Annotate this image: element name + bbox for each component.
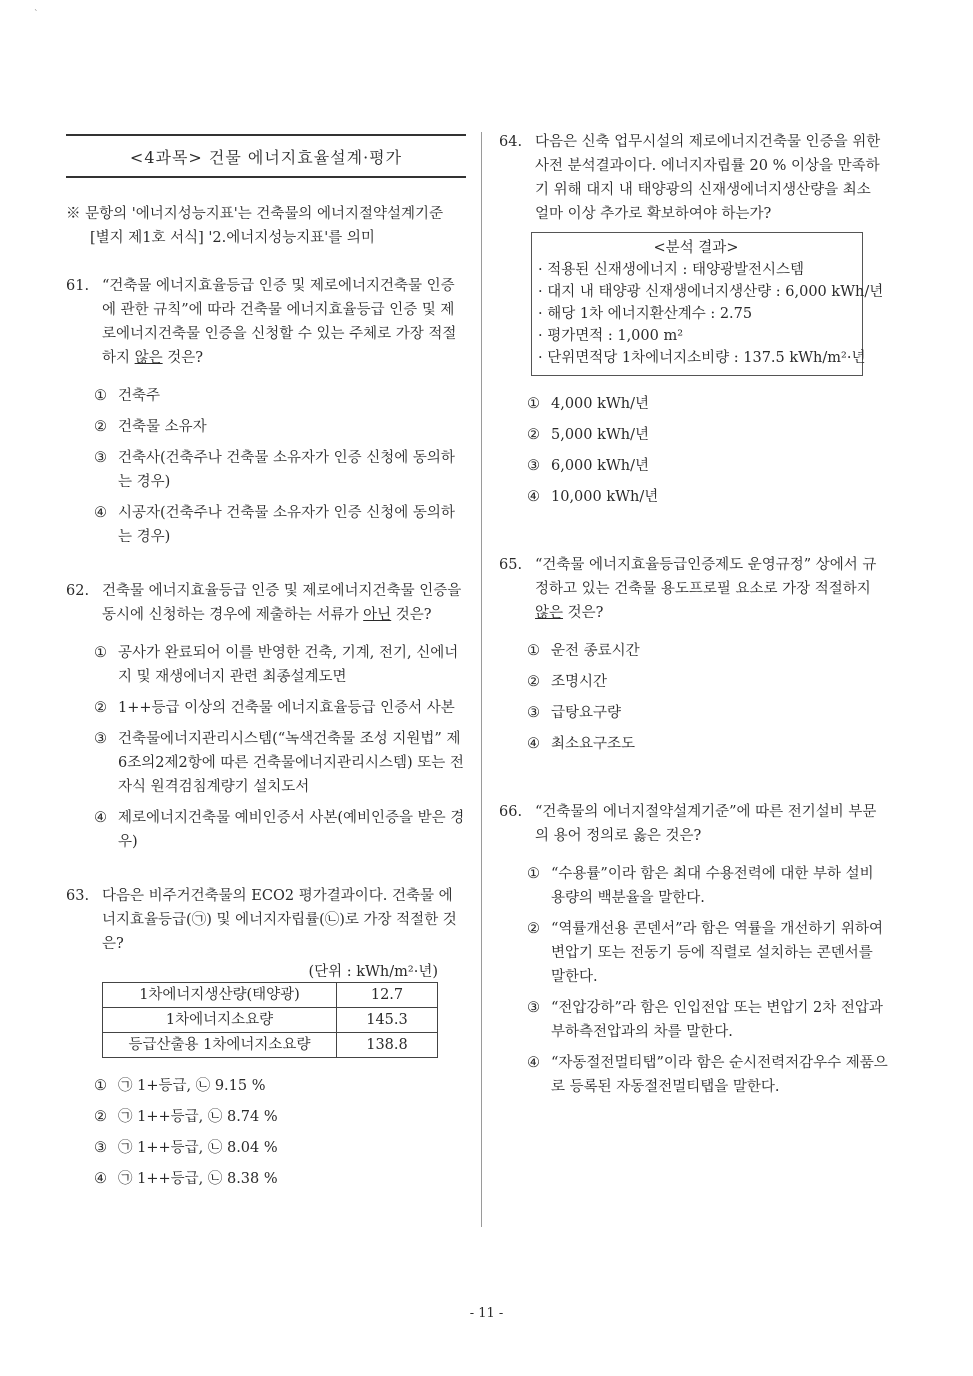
question-62-options — [66, 641, 466, 854]
option-marker: ① — [94, 1078, 107, 1094]
question-66-options — [499, 862, 889, 1099]
option-marker: ② — [94, 700, 107, 716]
question-64-stem — [499, 130, 889, 226]
stem-text: “건축물 에너지효율등급인증제도 운영규정” 상에서 규정하고 있는 건축물 용도프로필 요소로 가장 적절하지 — [535, 557, 877, 597]
right-column — [499, 130, 889, 1129]
option-marker: ② — [94, 419, 107, 435]
option-text: ㉠ 1++등급, ㉡ 8.74 % — [118, 1109, 278, 1125]
option-1[interactable] — [94, 1074, 466, 1098]
option-text: “역률개선용 콘덴서”라 함은 역률을 개선하기 위하여 변압기 또는 전동기 등에 직렬로 설치하는 콘덴서를 말한다. — [551, 921, 884, 985]
analysis-result-box — [531, 232, 884, 376]
table-cell-value: 138.8 — [337, 1033, 438, 1058]
option-marker: ③ — [527, 1000, 540, 1016]
stem-text: “건축물 에너지효율등급 인증 및 제로에너지건축물 인증에 관한 규칙”에 따라 건축물 에너지효율등급 인증 및 제로에너지건축물 인증을 신청할 수 있는 주체로 가장 적절하지 — [102, 278, 457, 366]
option-marker: ① — [94, 388, 107, 404]
option-text: 공사가 완료되어 이를 반영한 건축, 기계, 전기, 신에너지 및 재생에너지 관련 최종설계도면 — [118, 645, 459, 685]
option-4[interactable] — [94, 501, 466, 549]
stem-text-end: 것은? — [162, 350, 204, 366]
table-row — [103, 1033, 438, 1058]
option-marker: ① — [94, 645, 107, 661]
option-2[interactable] — [94, 696, 466, 720]
option-marker: ② — [94, 1109, 107, 1125]
question-62-stem — [66, 579, 466, 627]
left-column — [66, 130, 466, 1221]
option-4[interactable] — [527, 732, 889, 756]
question-number: 64. — [499, 134, 523, 150]
option-marker: ① — [527, 866, 540, 882]
question-61-options — [66, 384, 466, 549]
option-4[interactable] — [94, 806, 466, 854]
table-row — [103, 983, 438, 1008]
option-text: 급탕요구량 — [551, 705, 622, 721]
option-1[interactable] — [94, 641, 466, 689]
option-marker: ④ — [527, 489, 540, 505]
option-3[interactable] — [527, 454, 889, 478]
stem-underlined: 않은 — [134, 350, 163, 366]
option-marker: ④ — [527, 1055, 540, 1071]
option-marker: ② — [527, 921, 540, 937]
option-text: 1++등급 이상의 건축물 에너지효율등급 인증서 사본 — [118, 700, 455, 716]
option-marker: ② — [527, 674, 540, 690]
stem-underlined: 아닌 — [363, 607, 392, 623]
option-3[interactable] — [94, 1136, 466, 1160]
option-2[interactable] — [94, 1105, 466, 1129]
option-marker: ① — [527, 396, 540, 412]
option-4[interactable] — [94, 1167, 466, 1191]
box-item: · 해당 1차 에너지환산계수 : 2.75 — [538, 306, 753, 322]
option-marker: ① — [527, 643, 540, 659]
box-item: · 단위면적당 1차에너지소비량 : 137.5 kWh/m²·년 — [538, 350, 866, 366]
option-marker: ③ — [527, 705, 540, 721]
option-text: ㉠ 1++등급, ㉡ 8.38 % — [118, 1171, 278, 1187]
option-1[interactable] — [527, 392, 889, 416]
option-marker: ③ — [94, 450, 107, 466]
option-2[interactable] — [527, 670, 889, 694]
table-row — [103, 1008, 438, 1033]
option-2[interactable] — [94, 415, 466, 439]
box-item: · 대지 내 태양광 신재생에너지생산량 : 6,000 kWh/년 — [538, 284, 884, 300]
page-number: - 11 - — [469, 1306, 504, 1321]
stem-text: 다음은 비주거건축물의 ECO2 평가결과이다. 건축물 에너지효율등급(㉠) 및 에너지자립률(㉡)로 가장 적절한 것은? — [102, 888, 457, 952]
question-number: 61. — [66, 278, 90, 294]
option-1[interactable] — [94, 384, 466, 408]
question-61 — [66, 274, 466, 549]
option-text: 운전 종료시간 — [551, 643, 640, 659]
option-marker: ③ — [527, 458, 540, 474]
option-text: 10,000 kWh/년 — [551, 489, 659, 505]
question-65-stem — [499, 553, 889, 625]
question-number: 63. — [66, 888, 90, 904]
option-3[interactable] — [527, 701, 889, 725]
stem-text-end: 것은? — [391, 607, 432, 623]
stem-text: 건축물 에너지효율등급 인증 및 제로에너지건축물 인증을 동시에 신청하는 경우에 제출하는 서류가 — [102, 583, 462, 623]
option-3[interactable] — [94, 446, 466, 494]
option-text: 6,000 kWh/년 — [551, 458, 650, 474]
stem-text: “건축물의 에너지절약설계기준”에 따른 전기설비 부문의 용어 정의로 옳은 것은? — [535, 804, 877, 844]
option-text: 건축사(건축주나 건축물 소유자가 인증 신청에 동의하는 경우) — [118, 450, 455, 490]
option-text: 5,000 kWh/년 — [551, 427, 650, 443]
question-63-options — [66, 1074, 466, 1191]
option-text: 시공자(건축주나 건축물 소유자가 인증 신청에 동의하는 경우) — [118, 505, 455, 545]
table-cell-value: 12.7 — [337, 983, 438, 1008]
box-item: · 평가면적 : 1,000 m² — [538, 328, 684, 344]
option-4[interactable] — [527, 1051, 889, 1099]
instruction-note: ※ 문항의 '에너지성능지표'는 건축물의 에너지절약설계기준 [별지 제1호 서식] '2.에너지성능지표'를 의미 — [66, 206, 444, 246]
option-4[interactable] — [527, 485, 889, 509]
question-65-options — [499, 639, 889, 756]
question-62 — [66, 579, 466, 854]
question-number: 62. — [66, 583, 90, 599]
option-marker: ④ — [94, 810, 107, 826]
option-marker: ④ — [94, 505, 107, 521]
option-text: 건축물에너지관리시스템(“녹색건축물 조성 지원법” 제6조의2제2항에 따른 건축물에너지관리시스템) 또는 전자식 원격검침계량기 설치도서 — [118, 731, 464, 795]
option-text: “수용률”이라 함은 최대 수용전력에 대한 부하 설비 용량의 백분율을 말한다. — [551, 866, 874, 906]
option-text: 조명시간 — [551, 674, 608, 690]
question-66-stem — [499, 800, 889, 848]
question-63-stem — [66, 884, 466, 956]
stem-text-end: 것은? — [563, 605, 604, 621]
option-text: “전압강하”라 함은 인입전압 또는 변압기 2차 전압과 부하측전압과의 차를 말한다. — [551, 1000, 883, 1040]
table-cell-value: 145.3 — [337, 1008, 438, 1033]
question-64-options — [499, 392, 889, 509]
section-title: <4과목> 건물 에너지효율설계·평가 — [66, 134, 466, 178]
table-cell-label: 1차에너지생산량(태양광) — [103, 983, 337, 1008]
question-61-stem — [66, 274, 466, 370]
option-marker: ③ — [94, 731, 107, 747]
box-item: · 적용된 신재생에너지 : 태양광발전시스템 — [538, 262, 805, 278]
option-marker: ③ — [94, 1140, 107, 1156]
table-cell-label: 1차에너지소요량 — [103, 1008, 337, 1033]
option-text: ㉠ 1++등급, ㉡ 8.04 % — [118, 1140, 278, 1156]
option-text: 건축물 소유자 — [118, 419, 207, 435]
option-1[interactable] — [527, 639, 889, 663]
option-1[interactable] — [527, 862, 889, 910]
scan-mark: ` — [34, 10, 39, 20]
option-marker: ④ — [94, 1171, 107, 1187]
option-text: 건축주 — [118, 388, 161, 404]
option-text: 최소요구조도 — [551, 736, 636, 752]
option-2[interactable] — [527, 917, 889, 989]
column-divider — [481, 132, 482, 1227]
table-cell-label: 등급산출용 1차에너지소요량 — [103, 1033, 337, 1058]
option-marker: ② — [527, 427, 540, 443]
box-title: <분석 결과> — [653, 240, 739, 256]
eco2-result-table — [102, 982, 438, 1058]
question-66 — [499, 800, 889, 1099]
option-3[interactable] — [94, 727, 466, 799]
question-number: 65. — [499, 557, 523, 573]
question-63 — [66, 884, 466, 1191]
question-64 — [499, 130, 889, 509]
option-text: “자동절전멀티탭”이라 함은 순시전력저감우수 제품으로 등록된 자동절전멀티탭을 말한다. — [551, 1055, 888, 1095]
option-2[interactable] — [527, 423, 889, 447]
option-text: 제로에너지건축물 예비인증서 사본(예비인증을 받은 경우) — [118, 810, 465, 850]
table-unit: (단위 : kWh/m²·년) — [308, 964, 438, 980]
option-marker: ④ — [527, 736, 540, 752]
option-3[interactable] — [527, 996, 889, 1044]
stem-underlined: 않은 — [535, 605, 564, 621]
question-number: 66. — [499, 804, 523, 820]
option-text: 4,000 kWh/년 — [551, 396, 650, 412]
option-text: ㉠ 1+등급, ㉡ 9.15 % — [118, 1078, 266, 1094]
stem-text: 다음은 신축 업무시설의 제로에너지건축물 인증을 위한 사전 분석결과이다. 에너지자립률 20 % 이상을 만족하기 위해 대지 내 태양광의 신재생에너지생산량을 최소 얼마 이상 추가로 확보하여야 하는가? — [535, 134, 881, 222]
question-65 — [499, 553, 889, 756]
